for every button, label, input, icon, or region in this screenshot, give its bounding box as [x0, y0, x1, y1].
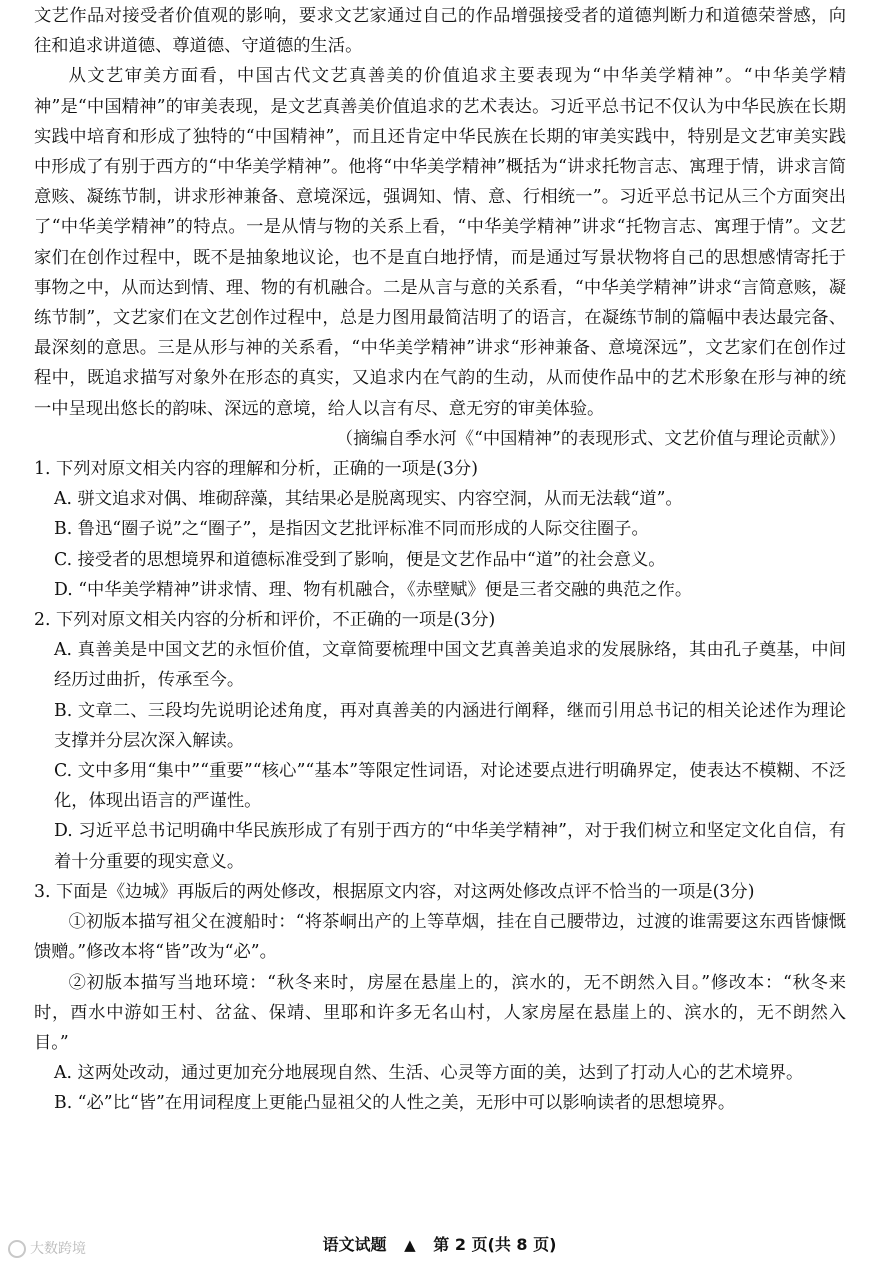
- footer-subject: 语文试题: [322, 1235, 387, 1254]
- watermark-logo-icon: [8, 1240, 26, 1258]
- question-3-stem: 3. 下面是《边城》再版后的两处修改，根据原文内容，对这两处修改点评不恰当的一项是(3分): [34, 881, 755, 902]
- question-2-option-d: D. 习近平总书记明确中华民族形成了有别于西方的“中华美学精神”，对于我们树立和坚定文化自信，有着十分重要的现实意义。: [54, 821, 846, 872]
- question-2: [34, 605, 846, 877]
- question-1: [34, 454, 846, 605]
- question-2-option-a: A. 真善美是中国文艺的永恒价值，文章简要梳理中国文艺真善美追求的发展脉络，其由孔子奠基，中间经历过曲折，传承至今。: [54, 640, 846, 691]
- question-2-stem: 2. 下列对原文相关内容的分析和评价，不正确的一项是(3分): [34, 610, 496, 631]
- source-citation: （摘编自季水河《“中国精神”的表现形式、文艺价值与理论贡献》）: [335, 428, 846, 449]
- body-text: [34, 1, 846, 1119]
- question-1-option-b: B. 鲁迅“圈子说”之“圈子”，是指因文艺批评标准不同而形成的人际交往圈子。: [54, 519, 649, 540]
- watermark: [8, 1238, 86, 1258]
- question-1-stem: 1. 下列对原文相关内容的理解和分析，正确的一项是(3分): [34, 459, 478, 480]
- question-3: [34, 877, 846, 1119]
- page-footer: [0, 1232, 879, 1255]
- question-1-option-a: A. 骈文追求对偶、堆砌辞藻，其结果必是脱离现实、内容空洞，从而无法载“道”。: [54, 489, 683, 510]
- question-3-quote-2: ②初版本描写当地环境：“秋冬来时，房屋在悬崖上的，滨水的，无不朗然入目。”修改本：“秋冬来时，酉水中游如王村、岔盆、保靖、里耶和许多无名山村，人家房屋在悬崖上的、滨水的，无不朗然入目。”: [34, 972, 846, 1053]
- question-1-option-d: D. “中华美学精神”讲求情、理、物有机融合，《赤壁赋》便是三者交融的典范之作。: [54, 579, 693, 600]
- question-3-option-a: A. 这两处改动，通过更加充分地展现自然、生活、心灵等方面的美，达到了打动人心的艺术境界。: [54, 1063, 804, 1084]
- watermark-text: 大数跨境: [30, 1241, 86, 1257]
- question-2-option-c: C. 文中多用“集中”“重要”“核心”“基本”等限定性词语，对论述要点进行明确界定，使表达不模糊、不泛化，体现出语言的严谨性。: [54, 761, 846, 812]
- paragraph-2: 从文艺审美方面看，中国古代文艺真善美的价值追求主要表现为“中华美学精神”。“中华美学精神”是“中国精神”的审美表现，是文艺真善美价值追求的艺术表达。习近平总书记不仅认为中华民族在长期实践中培育和形成了独特的“中国精神”，而且还肯定中华民族在长期的审美实践中，特别是文艺审美实践中形成了有别于西方的“中华美学精神”。他将“中华美学精神”概括为“讲求托物言志、寓理于情，讲求言简意赅、凝练节制，讲求形神兼备、意境深远，强调知、情、意、行相统一”。习近平总书记从三个方面突出了“中华美学精神”的特点。一是从情与物的关系上看，“中华美学精神”讲求“托物言志、寓理于情”。文艺家们在创作过程中，既不是抽象地议论，也不是直白地抒情，而是通过写景状物将自己的思想感情寄托于事物之中，从而达到情、理、物的有机融合。二是从言与意的关系看，“中华美学精神”讲求“言简意赅，凝练节制”，文艺家们在文艺创作过程中，总是力图用最简洁明了的语言，在凝练节制的篇幅中表达最完备、最深刻的意思。三是从形与神的关系看，“中华美学精神”讲求“形神兼备、意境深远”，文艺家们在创作过程中，既追求描写对象外在形态的真实，又追求内在气韵的生动，从而使作品中的艺术形象在形与神的统一中呈现出悠长的韵味、深远的意境，给人以言有尽、意无穷的审美体验。: [34, 66, 846, 419]
- paragraph-1: 文艺作品对接受者价值观的影响，要求文艺家通过自己的作品增强接受者的道德判断力和道德荣誉感，向往和追求讲道德、尊道德、守道德的生活。: [34, 6, 846, 57]
- question-2-option-b: B. 文章二、三段均先说明论述角度，再对真善美的内涵进行阐释，继而引用总书记的相关论述作为理论支撑并分层次深入解读。: [54, 700, 846, 751]
- question-3-quote-1: ①初版本描写祖父在渡船时：“将茶峒出产的上等草烟，挂在自己腰带边，过渡的谁需要这东西皆慷慨馈赠。”修改本将“皆”改为“必”。: [34, 912, 846, 963]
- footer-page-number: 第 2 页(共 8 页): [433, 1235, 557, 1254]
- question-1-option-c: C. 接受者的思想境界和道德标准受到了影响，便是文艺作品中“道”的社会意义。: [54, 549, 666, 570]
- question-3-option-b: B. “必”比“皆”在用词程度上更能凸显祖父的人性之美，无形中可以影响读者的思想境界。: [54, 1093, 736, 1114]
- triangle-icon: ▲: [404, 1236, 416, 1254]
